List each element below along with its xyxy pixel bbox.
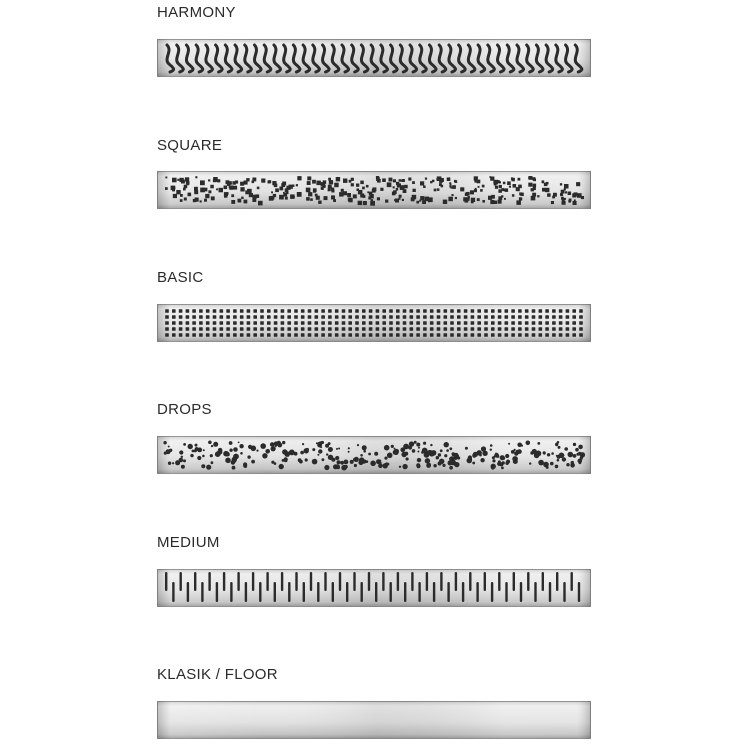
waves-pattern-svg	[157, 39, 591, 77]
square-grate-image	[157, 171, 591, 209]
grate-label: KLASIK / FLOOR	[157, 666, 278, 683]
grate-label: MEDIUM	[157, 534, 220, 551]
harmony-grate-image	[157, 39, 591, 77]
squares-pattern-svg	[157, 171, 591, 209]
grate-label: BASIC	[157, 269, 204, 286]
grate-label: HARMONY	[157, 4, 236, 21]
medium-grate-image	[157, 569, 591, 607]
grid-pattern-svg	[157, 304, 591, 342]
plain-pattern-svg	[157, 701, 591, 739]
dots-pattern-svg	[157, 436, 591, 474]
klasik-floor-grate-image	[157, 701, 591, 739]
grate-label: DROPS	[157, 401, 212, 418]
slots-pattern-svg	[157, 569, 591, 607]
drops-grate-image	[157, 436, 591, 474]
grate-label: SQUARE	[157, 137, 223, 154]
basic-grate-image	[157, 304, 591, 342]
